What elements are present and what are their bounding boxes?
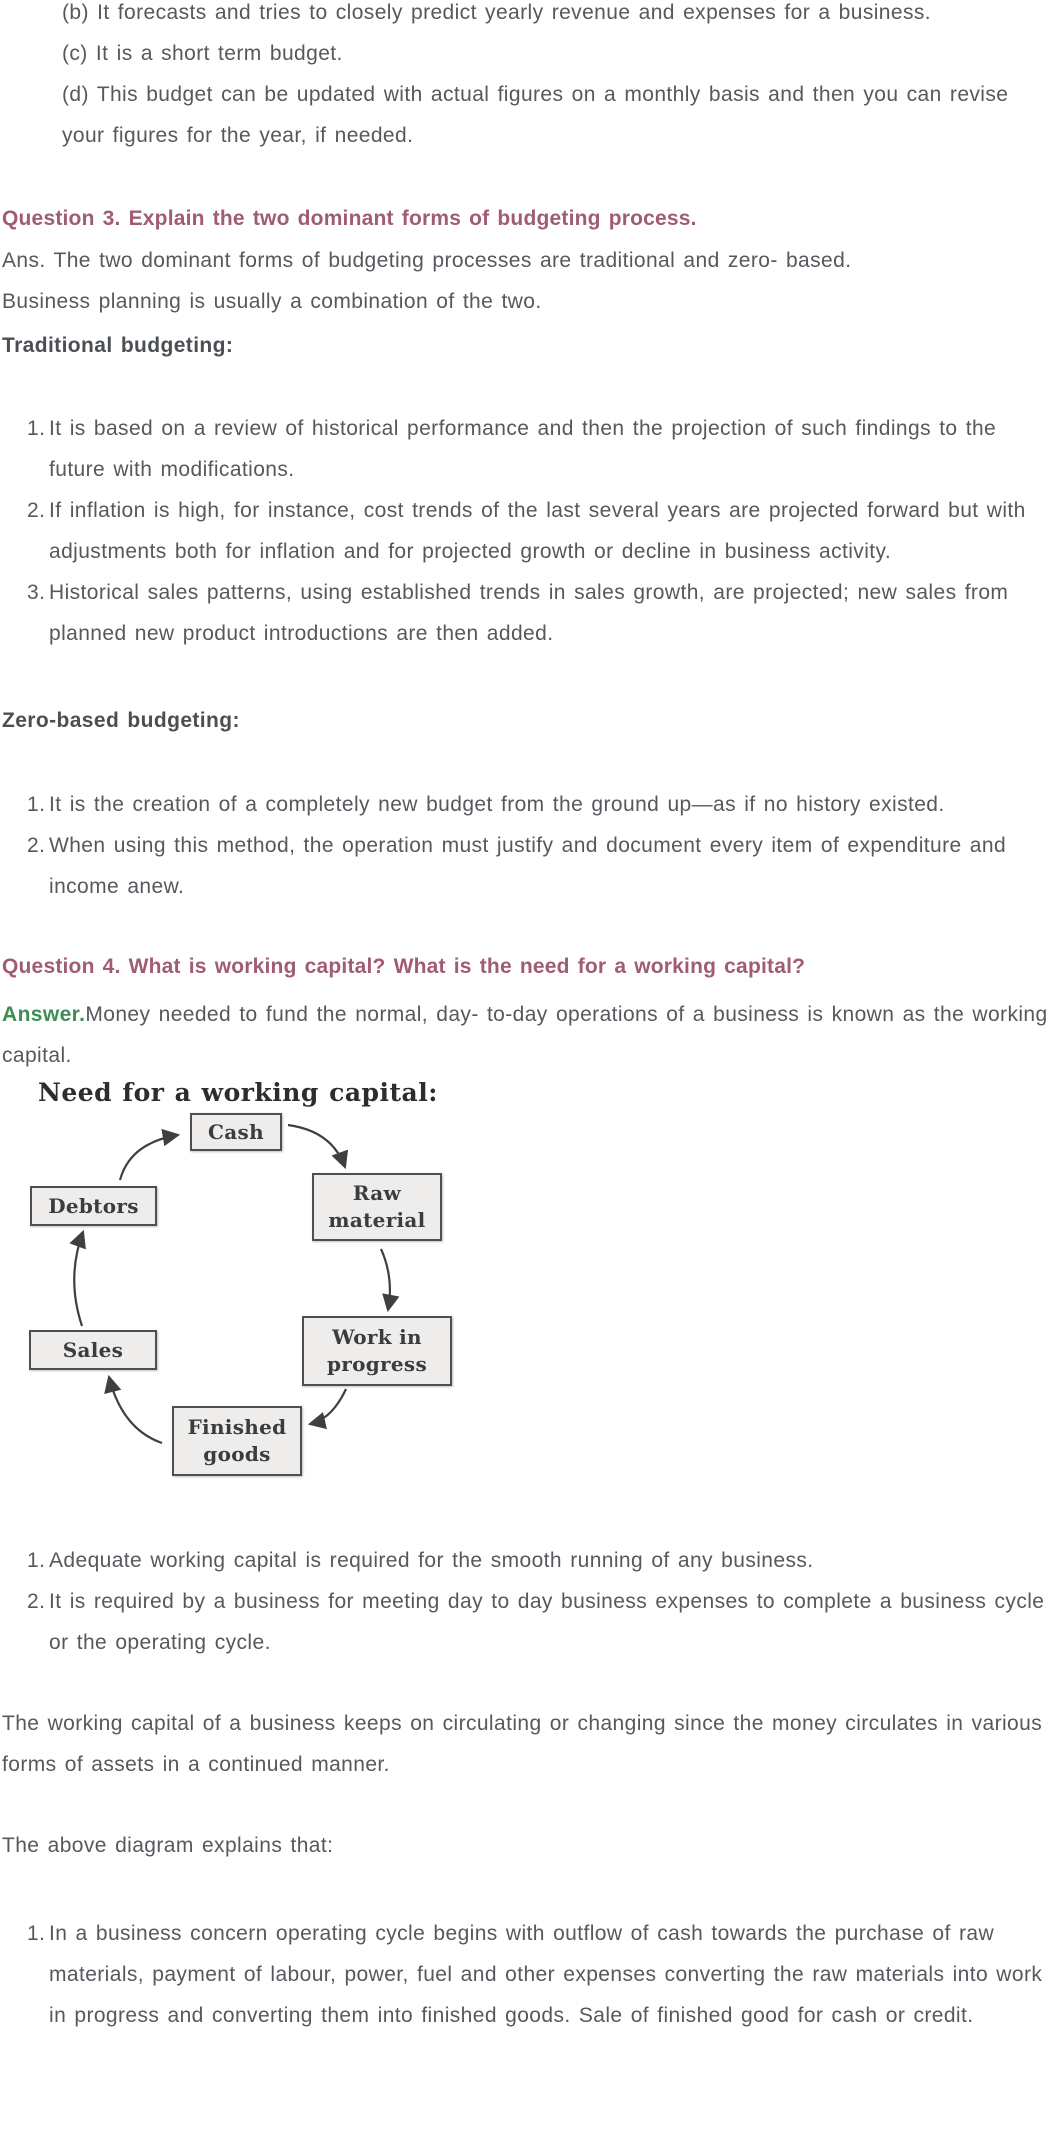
list-item — [2, 1581, 1052, 1663]
list-marker: 2. — [27, 834, 46, 857]
zero-based-budgeting-heading: Zero-based budgeting: — [2, 709, 240, 732]
answer-label: Answer. — [2, 1003, 86, 1026]
list-marker: 1. — [27, 793, 46, 816]
list-marker: 1. — [27, 1549, 46, 1572]
list-marker: 3. — [27, 581, 46, 604]
diagram-node-debtors: Debtors — [30, 1186, 157, 1226]
list-item-text: Historical sales patterns, using established trends in sales growth, are projected; new sales from planned new product introductions are then added. — [49, 581, 1009, 645]
answer-line: Business planning is usually a combination of the two. — [2, 290, 542, 313]
budget-points-list — [2, 0, 1052, 156]
question-4-heading: Question 4. What is working capital? What is the need for a working capital? — [2, 955, 806, 978]
diagram-title: Need for a working capital: — [38, 1078, 438, 1107]
list-item-text: When using this method, the operation must justify and document every item of expenditure and income anew. — [49, 834, 1007, 898]
arrow-work-in-progress-to-finished-goods — [310, 1389, 346, 1424]
need-for-working-capital-list — [2, 1540, 1052, 1663]
list-item-text: Adequate working capital is required for the smooth running of any business. — [49, 1549, 814, 1572]
list-item-text: If inflation is high, for instance, cost trends of the last several years are projected forward but with adjustments both for inflation and for projected growth or decline in business activity. — [49, 499, 1026, 563]
answer-line: Ans. The two dominant forms of budgeting processes are traditional and zero- based. — [2, 249, 852, 272]
traditional-budgeting-list — [2, 408, 1052, 654]
list-item-text: It is the creation of a completely new budget from the ground up—as if no history existed. — [49, 793, 945, 816]
list-item — [2, 1913, 1052, 2036]
answer-text: Money needed to fund the normal, day- to-day operations of a business is known as the working capital. — [2, 1003, 1048, 1067]
arrow-debtors-to-cash — [120, 1135, 178, 1180]
list-item — [2, 825, 1052, 907]
diagram-node-cash: Cash — [190, 1113, 282, 1151]
diagram-explains-paragraph: The above diagram explains that: — [2, 1834, 334, 1857]
arrow-finished-goods-to-sales — [109, 1377, 162, 1443]
list-item-c: (c) It is a short term budget. — [62, 42, 343, 65]
traditional-budgeting-heading: Traditional budgeting: — [2, 334, 234, 357]
list-item-d: (d) This budget can be updated with actual figures on a monthly basis and then you can revise your figures for the year, if needed. — [62, 83, 1009, 147]
list-item — [2, 490, 1052, 572]
list-marker: 1. — [27, 417, 46, 440]
diagram-explanation-list — [2, 1913, 1052, 2036]
diagram-node-raw-material: Raw material — [312, 1173, 442, 1241]
list-marker: 2. — [27, 499, 46, 522]
list-item — [2, 572, 1052, 654]
circulating-paragraph: The working capital of a business keeps on circulating or changing since the money circulates in various forms of assets in a continued manner. — [2, 1712, 1043, 1776]
list-item-text: It is based on a review of historical performance and then the projection of such findings to the future with modifications. — [49, 417, 997, 481]
list-item — [2, 784, 1052, 825]
diagram-node-finished-goods: Finished goods — [172, 1406, 302, 1476]
list-marker: 1. — [27, 1922, 46, 1945]
diagram-node-work-in-progress: Work in progress — [302, 1316, 452, 1386]
working-capital-cycle-diagram — [2, 1076, 542, 1508]
list-marker: 2. — [27, 1590, 46, 1613]
list-item-b: (b) It forecasts and tries to closely predict yearly revenue and expenses for a business. — [62, 1, 932, 24]
list-item — [2, 1540, 1052, 1581]
arrow-cash-to-raw-material — [288, 1125, 345, 1167]
question-3-heading: Question 3. Explain the two dominant forms of budgeting process. — [2, 207, 697, 230]
list-item-text: It is required by a business for meeting day to day business expenses to complete a business cycle or the operating cycle. — [49, 1590, 1045, 1654]
diagram-node-sales: Sales — [29, 1330, 157, 1370]
arrow-sales-to-debtors — [74, 1232, 83, 1326]
zero-based-budgeting-list — [2, 784, 1052, 907]
list-item-text: In a business concern operating cycle begins with outflow of cash towards the purchase of raw materials, payment of labour, power, fuel and other expenses converting the raw materials into work in progress and converting them into finished goods. Sale of finished good for cash or credit. — [49, 1922, 1043, 2027]
arrow-raw-material-to-work-in-progress — [381, 1249, 390, 1310]
question-3-answer — [2, 240, 1052, 322]
list-item — [2, 408, 1052, 490]
question-4-answer — [2, 994, 1052, 1076]
